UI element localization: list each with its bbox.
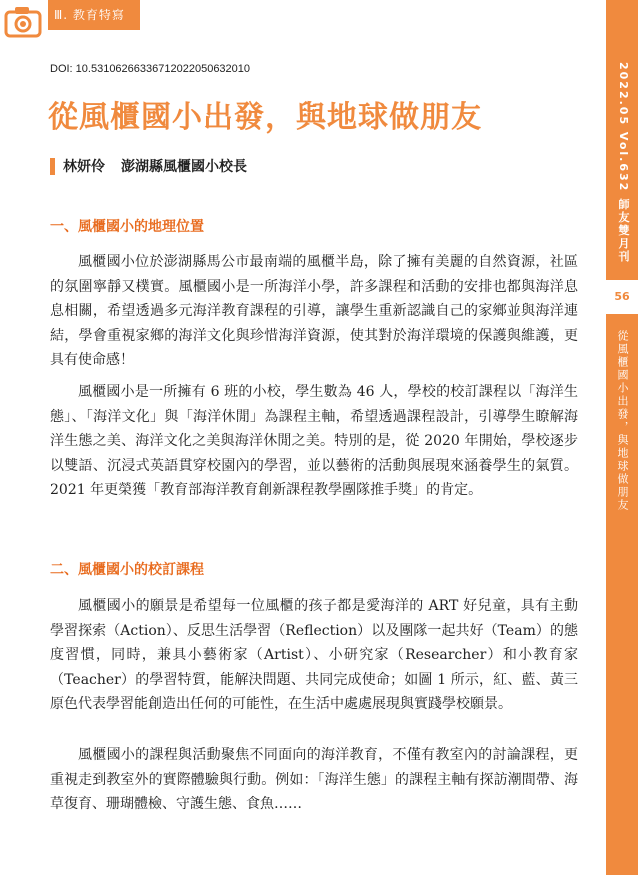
byline-marker [50,158,55,175]
camera-icon [4,4,44,38]
section-heading: 二、風櫃國小的校訂課程 [50,562,204,578]
page-number: 56 [606,280,638,314]
running-title: 從風櫃國小出發，與地球做朋友 [616,330,629,512]
byline [50,156,247,176]
body-paragraph: 風櫃國小位於澎湖縣馬公市最南端的風櫃半島，除了擁有美麗的自然資源，社區的氛圍寧靜又樸實。風櫃國小是一所海洋小學，許多課程和活動的安排也都與海洋息息相關，希望透過多元海洋教育課程的引導，讓學生重新認識自己的家鄉並與海洋連結，學會重視家鄉的海洋文化與珍惜海洋資源，使其對於海洋環境的保護與維護，更具有使命感！ [50,254,578,368]
section-heading: 一、風櫃國小的地理位置 [50,219,204,235]
author-affiliation: 澎湖縣風櫃國小校長 [121,159,247,175]
body-paragraph: 風櫃國小是一所擁有 6 班的小校，學生數為 46 人，學校的校訂課程以「海洋生態」、「海洋文化」與「海洋休閒」為課程主軸，希望透過課程設計，引導學生瞭解海洋生態之美、海洋文化之美與海洋休閒之美。特別的是，從 2020 年開始，學校逐步以雙語、沉浸式英語貫穿校園內的學習，並以藝術的活動與展現來涵養學生的氣質。2021 年更榮獲「教育部海洋教育創新課程教學團隊推手獎」的肯定。 [50,384,578,498]
article-title: 從風櫃國小出發，與地球做朋友 [48,100,482,135]
issue-info: 2022.05 Vol.632 師友雙月刊 [617,62,630,264]
body-paragraph: 風櫃國小的願景是希望每一位風櫃的孩子都是愛海洋的 ART 好兒童，具有主動學習探索（Action）、反思生活學習（Reflection）以及團隊一起共好（Team）的態度習慣，同時，兼具小藝術家（Artist）、小研究家（Researcher）和小教育家（Teacher）的學習特質，能解決問題、共同完成使命；如圖 1 所示，紅、藍、黃三原色代表學習能創造出任何的可能性，在生活中處處展現與實踐學校願景。 [50,598,578,712]
author-name: 林妍伶 [63,159,105,175]
section-tag: Ⅲ. 教育特寫 [48,0,140,30]
body-paragraph: 風櫃國小的課程與活動聚焦不同面向的海洋教育，不僅有教室內的討論課程，更重視走到教室外的實際體驗與行動。例如：「海洋生態」的課程主軸有探訪潮間帶、海草復育、珊瑚體檢、守護生態、食魚…… [50,747,578,812]
doi-text: DOI: 10.53106266336712022050632010 [50,63,251,75]
side-bar [606,0,638,875]
